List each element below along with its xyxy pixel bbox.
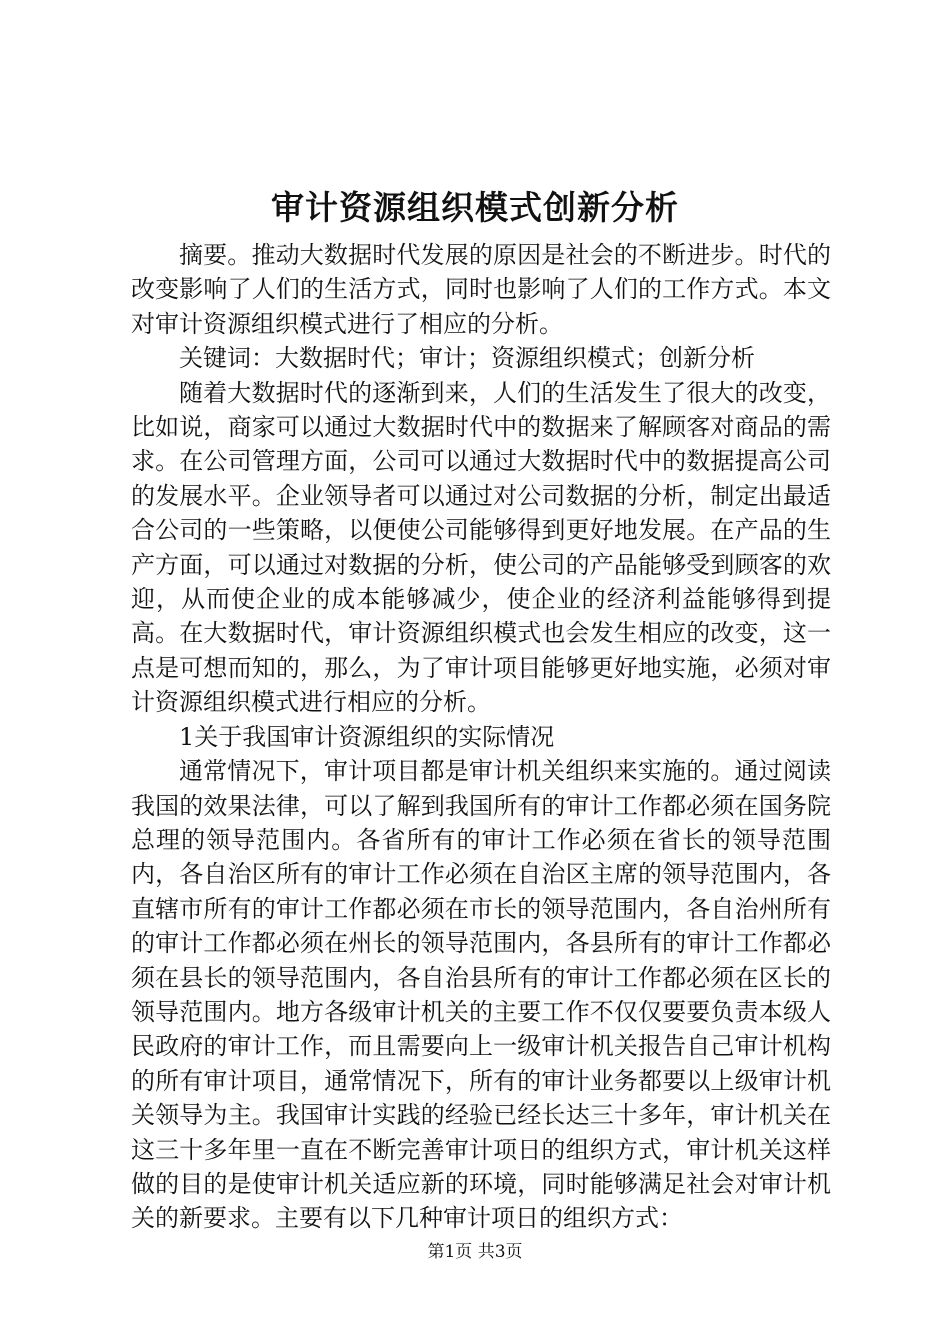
section-paragraph: 通常情况下，审计项目都是审计机关组织来实施的。通过阅读我国的效果法律，可以了解到我国所有的审计工作都必须在国务院总理的领导范围内。各省所有的审计工作必须在省长的领导范围内，各自治区所有的审计工作必须在自治区主席的领导范围内，各直辖市所有的审计工作都必须在市长的领导范围内，各自治州所有的审计工作都必须在州长的领导范围内，各县所有的审计工作都必须在县长的领导范围内，各自治县所有的审计工作都必须在区长的领导范围内。地方各级审计机关的主要工作不仅仅要要负责本级人民政府的审计工作，而且需要向上一级审计机关报告自己审计机构的所有审计项目，通常情况下，所有的审计业务都要以上级审计机关领导为主。我国审计实践的经验已经长达三十多年，审计机关在这三十多年里一直在不断完善审计项日的组织方式，审计机关这样做的目的是使审计机关适应新的环境，同时能够满足社会对审计机关的新要求。主要有以下几种审计项日的组织方式：: [131, 757, 831, 1233]
intro-paragraph: 随着大数据时代的逐渐到来，人们的生活发生了很大的改变，比如说，商家可以通过大数据时代中的数据来了解顾客对商品的需求。在公司管理方面，公司可以通过大数据时代中的数据提高公司的发展水平。企业领导者可以通过对公司数据的分析，制定出最适合公司的一些策略，以便使公司能够得到更好地发展。在产品的生产方面，可以通过对数据的分析，使公司的产品能够受到顾客的欢迎，从而使企业的成本能够减少，使企业的经济利益能够得到提高。在大数据时代，审计资源组织模式也会发生相应的改变，这一点是可想而知的，那么，为了审计项目能够更好地实施，必须对审计资源组织模式进行相应的分析。: [131, 378, 831, 717]
document-title: 审计资源组织模式创新分析: [271, 188, 679, 227]
page-footer: 第1页 共3页: [427, 1242, 523, 1262]
keywords-paragraph: 关键词：大数据时代；审计；资源组织模式；创新分析: [179, 344, 755, 373]
section-heading: 1关于我国审计资源组织的实际情况: [179, 722, 555, 751]
document-body: [131, 238, 831, 1236]
abstract-paragraph: 摘要。推动大数据时代发展的原因是社会的不断进步。时代的改变影响了人们的生活方式，同时也影响了人们的工作方式。本文对审计资源组织模式进行了相应的分析。: [131, 241, 831, 338]
